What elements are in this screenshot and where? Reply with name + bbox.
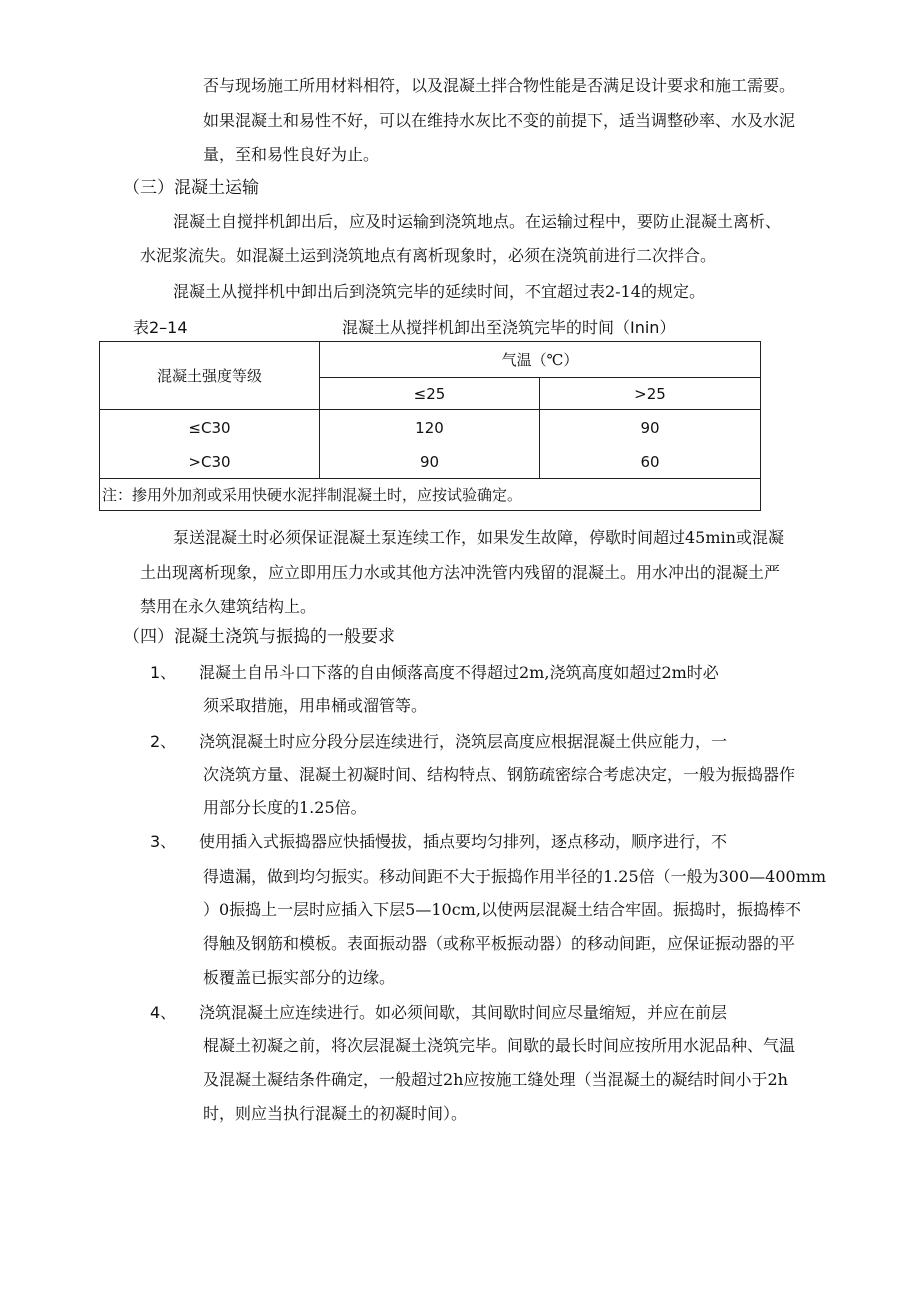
- list-item-number: 3、: [150, 832, 177, 851]
- list-item-line: 浇筑混凝土应连续进行。如必须间歇，其间歇时间应尽量缩短，并应在前层: [199, 1003, 728, 1022]
- list-item-line: ）0振捣上一层时应插入下层5—10cm,以使两层混凝土结合牢固。振捣时，振捣棒不: [203, 900, 801, 919]
- table-number: 表2–14: [133, 318, 188, 337]
- table-cell-value: 90: [540, 410, 761, 447]
- table-header-grade: 混凝土强度等级: [100, 342, 320, 410]
- list-item-number: 4、: [150, 1003, 177, 1022]
- list-item-number: 1、: [150, 663, 177, 682]
- section-heading-pouring: （四）混凝土浇筑与振捣的一般要求: [123, 627, 395, 647]
- table-header-col-le25: ≤25: [320, 378, 540, 410]
- paragraph-line: 禁用在永久建筑结构上。: [140, 597, 317, 616]
- list-item-line: 次浇筑方量、混凝土初凝时间、结构特点、钢筋疏密综合考虑决定，一般为振捣器作: [203, 765, 796, 784]
- list-item-line: 及混凝土凝结条件确定，一般超过2h应按施工缝处理（当混凝土的凝结时间小于2h: [203, 1070, 788, 1089]
- list-item-line: 得遗漏，做到均匀振实。移动间距不大于振捣作用半径的1.25倍（一般为300—400mm: [203, 867, 827, 886]
- table-cell-grade: ≤C30: [100, 410, 320, 447]
- table-note: 注：掺用外加剂或采用快硬水泥拌制混凝土时，应按试验确定。: [100, 479, 761, 511]
- section-heading-transport: （三）混凝土运输: [123, 178, 259, 198]
- list-item-line: 混凝土自吊斗口下落的自由倾落高度不得超过2m,浇筑高度如超过2m时必: [199, 663, 719, 682]
- paragraph-line: 量，至和易性良好为止。: [203, 145, 380, 164]
- table-cell-grade: >C30: [100, 447, 320, 479]
- list-item-line: 须采取措施，用串桶或溜管等。: [203, 696, 428, 715]
- list-item-number: 2、: [150, 732, 177, 751]
- list-item-line: 用部分长度的1.25倍。: [203, 798, 367, 817]
- table-cell-value: 90: [320, 447, 540, 479]
- table-header-col-gt25: >25: [540, 378, 761, 410]
- paragraph-line: 如果混凝土和易性不好，可以在维持水灰比不变的前提下，适当调整砂率、水及水泥: [203, 111, 796, 130]
- paragraph-line: 泵送混凝土时必须保证混凝土泵连续工作，如果发生故障，停歇时间超过45min或混凝: [173, 528, 784, 547]
- paragraph-line: 混凝土自搅拌机卸出后，应及时运输到浇筑地点。在运输过程中，要防止混凝土离析、: [173, 212, 782, 231]
- paragraph-line: 水泥浆流失。如混凝土运到浇筑地点有离析现象时，必须在浇筑前进行二次拌合。: [140, 246, 717, 265]
- table-cell-value: 120: [320, 410, 540, 447]
- list-item-line: 使用插入式振捣器应快插慢拔，插点要均匀排列，逐点移动，顺序进行，不: [199, 832, 728, 851]
- mixing-time-table: [99, 341, 761, 511]
- paragraph-line: 混凝土从搅拌机中卸出后到浇筑完毕的延续时间，不宜超过表2-14的规定。: [173, 282, 705, 301]
- list-item-line: 棍凝土初凝之前，将次层混凝土浇筑完毕。间歇的最长时间应按所用水泥品种、气温: [203, 1036, 796, 1055]
- paragraph-line: 土出现离析现象，应立即用压力水或其他方法冲洗管内残留的混凝土。用水冲出的混凝土严: [140, 563, 781, 582]
- list-item-line: 浇筑混凝土时应分段分层连续进行，浇筑层高度应根据混凝土供应能力，一: [199, 732, 728, 751]
- list-item-line: 时，则应当执行混凝土的初凝时间）。: [203, 1104, 468, 1123]
- list-item-line: 得触及钢筋和模板。表面振动器（或称平板振动器）的移动间距，应保证振动器的平: [203, 934, 796, 953]
- table-header-temperature: 气温（℃）: [320, 342, 761, 378]
- table-caption: 混凝土从搅拌机卸出至浇筑完毕的时间（Inin）: [342, 318, 676, 337]
- table-cell-value: 60: [540, 447, 761, 479]
- paragraph-line: 否与现场施工所用材料相符，以及混凝土拌合物性能是否满足设计要求和施工需要。: [203, 76, 796, 95]
- list-item-line: 板覆盖已振实部分的边缘。: [203, 968, 396, 987]
